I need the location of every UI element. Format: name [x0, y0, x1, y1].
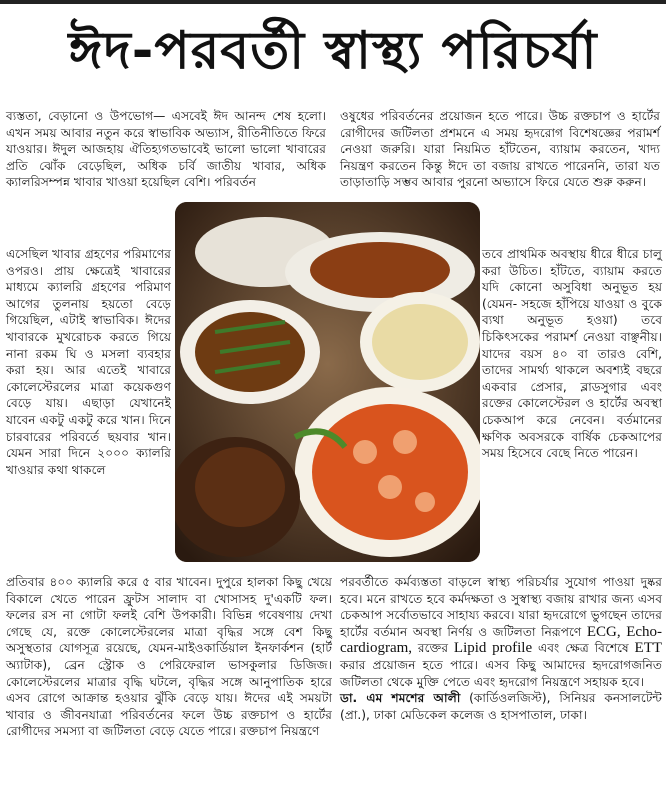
paragraph: [340, 574, 662, 690]
headline: ঈদ-পরবর্তী স্বাস্থ্য পরিচর্যা: [68, 21, 598, 81]
top-rule: [0, 0, 666, 4]
article-column-right-middle: [482, 246, 662, 462]
author-position: সিনিয়র কনসালটেন্ট (প্রা.), ঢাকা মেডিকেল কলেজ ও হাসপাতাল, ঢাকা।: [340, 691, 662, 722]
article-column-bottom-right: [340, 574, 662, 723]
paragraph: এসেছিল খাবার গ্রহণের পরিমাণের ওপরও। প্রায় ক্ষেত্রেই খাবারের মাধ্যমে ক্যালরি গ্রহণের পরিমাণ আগের তুলনায় হয়তো বেড়ে গিয়েছিল, এটাই স্বাভাবিক। ঈদের খাবারকে মুখরোচক করতে গিয়ে নানা রকম ঘি ও মসলা ব্যবহার করা হয়। আর এতেই খাবারে কোলেস্টেরলের মাত্রা কয়েকগুণ বেড়ে যায়। এছাড়া যেখানেই যাবেন একটু একটু করে খান। দিনে চারবারের পরিবর্তে ছয়বার খান। যেমন সারা দিনে ২০০০ ক্যালরি খাওয়ার কথা থাকলে: [6, 247, 171, 477]
paragraph: ওষুধের পরিবর্তনের প্রয়োজন হতে পারে। উচ্চ রক্তচাপ ও হার্টের রোগীদের জটিলতা প্রশমনে এ সময় হৃদরোগ বিশেষজ্ঞের পরামর্শ নেওয়া জরুরি। যারা নিয়মিত হাঁটতেন, ব্যায়াম করতেন, খাদ্য নিয়ন্ত্রণ করতেন কিন্তু ঈদে তা বজায় রাখতে পারেননি, তারা যত তাড়াতাড়ি সম্ভব আবার পুরনো অভ্যাসে ফিরে যেতে শুরু করুন।: [340, 109, 660, 190]
paragraph: তবে প্রাথমিক অবস্থায় ধীরে ধীরে চালু করা উচিত। হাঁটতে, ব্যায়াম করতে যদি কোনো অসুবিধা অনুভূত হয় (যেমন- সহজে হাঁপিয়ে যাওয়া ও বুকে ব্যথা অনুভূত হওয়া) তবে চিকিৎসকের পরামর্শ নেওয়া বাঞ্ছনীয়। যাদের বয়স ৪০ বা তারও বেশি, তাদের সামর্থ্য থাকলে অবশ্যই বছরে একবার প্রেসার, ব্লাডসুগার এবং রক্তের কোলেস্টেরল ও হার্টের অবস্থা চেকআপ করে নেবেন। বর্তমানের ক্ষণিক অবসরকে বার্ষিক চেকআপের সময় হিসেবে বেছে নিতে পারেন।: [482, 247, 662, 461]
author-name: ডা. এম শমশের আলী: [340, 691, 461, 706]
echo-term: Echo-cardiogram,: [340, 623, 663, 657]
text: পরবর্তীতে কর্মব্যস্ততা বাড়লে স্বাস্থ্য পরিচর্যার সুযোগ পাওয়া দুষ্কর হবে। মনে রাখতে হবে কর্মদক্ষতা ও সুস্বাস্থ্য বজায় রাখার জন্য এসব চেকআপ সর্বোতভাবে সাহায্য করবে। যারা হৃদরোগে ভুগছেন তাদের হার্টের বর্তমান অবস্থা নির্ণয় ও জটিলতা নিরূপণে: [340, 575, 662, 639]
food-photo: [175, 202, 480, 562]
paragraph: ব্যস্ততা, বেড়ানো ও উপভোগ— এসবেই ঈদ আনন্দ শেষ হলো। এখন সময় আবার নতুন করে স্বাভাবিক অভ্যাস, রীতিনীতিতে ফিরে যাওয়ার। ঈদুল আজহায় ঐতিহ্যগতভাবেই ভালো ভালো খাবারের প্রতি ঝোঁক বেড়েছিল, অধিক চর্বি জাতীয় খাবার, অধিক ক্যালরিসম্পন্ন খাবার খাওয়া হয়েছিল বেশি। পরিবর্তন: [6, 109, 326, 190]
author-role: (কার্ডিওলজিস্ট),: [469, 691, 551, 706]
text: রক্তের: [417, 641, 449, 656]
lipid-term: Lipid profile: [453, 640, 533, 657]
article-column-right-top: [340, 108, 660, 191]
author-line: [340, 690, 662, 723]
article-column-left-top: [6, 108, 326, 191]
paragraph: প্রতিবার ৪০০ ক্যালরি করে ৫ বার খাবেন। দুপুরে হালকা কিছু খেয়ে বিকালে খেতে পারেন ফ্রুটস সালাদ বা খোসাসহ দু'একটি ফল। ফলের রস না গোটা ফলই বেশি উপকারী। বিভিন্ন গবেষণায় দেখা গেছে যে, রক্তে কোলেস্টেরলের মাত্রা বৃদ্ধির সঙ্গে বেশ কিছু অসুস্থতার যোগসূত্র রয়েছে, যেমন-মাইওকার্ডিয়াল ইনফার্কশন (হার্ট অ্যাটাক), ব্রেন স্ট্রোক ও পেরিফেরাল ভাসকুলার ডিজিজ। কোলেস্টেরলের মাত্রার বৃদ্ধি ঘটলে, বৃদ্ধির সঙ্গে আনুপাতিক হারে এসব রোগে আক্রান্ত হওয়ার ঝুঁকি বেড়ে যায়। ঈদের এই সময়টা খাবার ও জীবনযাত্রা পরিবর্তনের ফলে উচ্চ রক্তচাপ ও হার্টের রোগীদের সমস্যা বা জটিলতা বেড়ে যেতে পারে। রক্তচাপ নিয়ন্ত্রণে: [6, 575, 332, 739]
article-column-bottom-left: [6, 574, 332, 740]
text: করার প্রয়োজন হতে পারে। এসব কিছু আমাদের হৃদরোগজনিত জটিলতা থেকে মুক্তি পেতে এবং হৃদরোগ নিয়ন্ত্রণে সহায়ক হবে।: [340, 657, 662, 689]
ecg-term: ECG,: [586, 623, 621, 640]
ett-term: ETT: [634, 640, 663, 657]
article-column-left-middle: [6, 246, 171, 478]
text: এবং ক্ষেত্র বিশেষে: [537, 641, 629, 656]
